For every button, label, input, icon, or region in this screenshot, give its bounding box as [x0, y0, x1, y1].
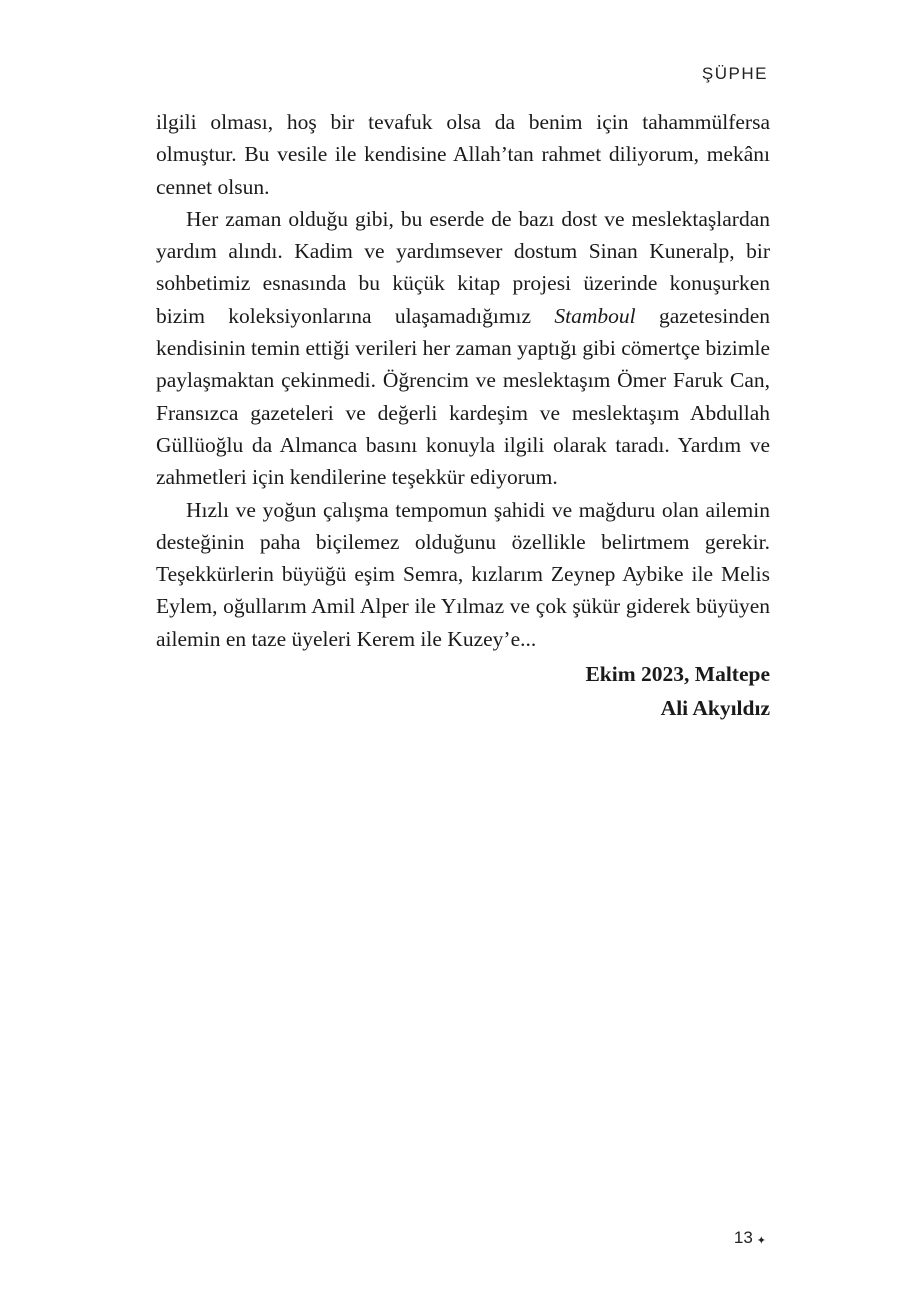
- paragraph-family: Hızlı ve yoğun çalışma tempomun şahidi ve mağduru olan ailemin desteğinin paha biçilemez olduğunu özellikle belirtmem gerekir. Teşekkürlerin büyüğü eşim Semra, kızlarım Zeynep Aybike ile Melis Eylem, oğullarım Amil Alper ile Yılmaz ve çok şükür giderek büyüyen ailemin en taze üyeleri Kerem ile Kuzey’e...: [156, 497, 770, 651]
- running-head-title: ŞÜPHE: [701, 64, 768, 83]
- newspaper-title: Stamboul: [554, 303, 636, 328]
- signature-date-place: Ekim 2023, Maltepe: [585, 662, 770, 687]
- paragraph-text: gazetesinden kendisinin temin ettiği verileri her zaman yaptığı gibi cömertçe bizimle paylaşmaktan çekinmedi. Öğrencim ve meslektaşım Ömer Faruk Can, Fransızca gazeteleri ve değerli kardeşim ve meslektaşım Abdullah Güllüoğlu da Almanca basını konuyla ilgili olarak taradı. Yardım ve zahmetleri için kendilerine teşekkür ediyorum.: [156, 303, 771, 490]
- body-text: [156, 106, 770, 725]
- page-number: [734, 1228, 766, 1248]
- signature-block: [156, 657, 770, 725]
- paragraph-acknowledgements: [156, 203, 770, 494]
- paragraph-text: Her zaman olduğu gibi, bu eserde de bazı dost ve meslektaşlardan yardım alındı. Kadim ve yardımsever dostum Sinan Kuneralp, bir sohbetimiz esnasında bu küçük kitap projesi üzerinde konuşurken bizim koleksiyonlarına ulaşamadığımız: [156, 206, 770, 328]
- signature-author: Ali Akyıldız: [660, 696, 770, 721]
- page-number-text: 13: [733, 1228, 753, 1247]
- paragraph-continued: ilgili olması, hoş bir tevafuk olsa da benim için tahammülfersa olmuştur. Bu vesile ile kendisine Allah’tan rahmet diliyorum, mekânı cennet olsun.: [156, 110, 770, 199]
- ornament-icon: ✦: [756, 1235, 766, 1247]
